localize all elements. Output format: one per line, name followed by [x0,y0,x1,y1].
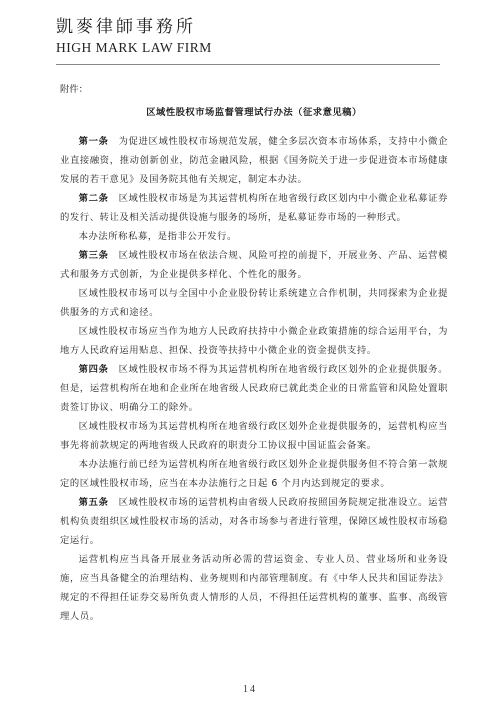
paragraph [60,417,448,455]
paragraph [60,189,448,227]
paragraph-text: 区域性股权市场为其运营机构所在地省级行政区划外企业提供服务的，运营机构应当事先将前款规定的两地省级人民政府的职责分工协议报中国证监会备案。 [60,421,448,451]
paragraph-text: 运营机构应当具备开展业务活动所必需的营运资金、专业人员、营业场所和业务设施，应当具备健全的治理结构、业务规则和内部管理制度。有《中华人民共和国证券法》规定的不得担任证券交易所负责人情形的人员，不得担任运营机构的董事、监事、高级管理人员。 [60,554,448,622]
article-number: 第二条 [78,193,109,204]
paragraph [60,227,448,246]
paragraph [60,360,448,417]
paragraph-text: 区域性股权市场的运营机构由省级人民政府按照国务院规定批准设立。运营机构负责组织区域性股权市场的活动，对各市场参与者进行管理，保障区域性股权市场稳定运行。 [60,497,448,546]
logo-chinese-name: 凱麥律師事務所 [56,17,196,37]
paragraph-text: 区域性股权市场在依法合规、风险可控的前提下，开展业务、产品、运营模式和服务方式创新，为企业提供多样化、个性化的服务。 [60,250,448,280]
paragraph-list [60,132,448,626]
paragraph [60,493,448,550]
paragraph-text: 区域性股权市场不得为其运营机构所在地省级行政区划外的企业提供服务。但是，运营机构所在地和企业所在地省级人民政府已就此类企业的日常监管和风险处置职责签订协议、明确分工的除外。 [60,364,448,413]
article-number: 第一条 [78,136,109,147]
article-number: 第三条 [78,250,109,261]
paragraph [60,455,448,493]
paragraph-text: 本办法所称私募，是指非公开发行。 [78,231,237,242]
logo-english-name: HIGH MARK LAW FIRM [56,40,212,55]
paragraph [60,246,448,284]
paragraph-text: 区域性股权市场是为其运营机构所在地省级行政区划内中小微企业私募证券的发行、转让及相关活动提供设施与服务的场所，是私募证券市场的一种形式。 [60,193,448,223]
paragraph [60,284,448,322]
firm-logo [56,12,212,56]
paragraph [60,322,448,360]
document-body [60,80,448,626]
article-number: 第五条 [78,497,109,508]
document-title: 区域性股权市场监督管理试行办法（征求意见稿） [146,107,362,118]
attachment-label: 附件： [60,84,88,95]
paragraph-text: 为促进区域性股权市场规范发展，健全多层次资本市场体系，支持中小微企业直接融资，推动创新创业，防范金融风险，根据《国务院关于进一步促进资本市场健康发展的若干意见》及国务院其他有关规定，制定本办法。 [60,136,448,185]
header-divider [56,64,440,65]
paragraph-text: 区域性股权市场可以与全国中小企业股份转让系统建立合作机制，共同探索为企业提供服务的方式和途径。 [60,288,448,318]
article-number: 第四条 [78,364,109,375]
paragraph [60,132,448,189]
paragraph-text: 区域性股权市场应当作为地方人民政府扶持中小微企业政策措施的综合运用平台，为地方人民政府运用贴息、担保、投资等扶持中小微企业的资金提供支持。 [60,326,448,356]
paragraph-text: 本办法施行前已经为运营机构所在地省级行政区划外企业提供服务但不符合第一款规定的区域性股权市场，应当在本办法施行之日起 6 个月内达到规定的要求。 [60,459,448,489]
paragraph [60,550,448,626]
page-number: 14 [243,684,257,695]
